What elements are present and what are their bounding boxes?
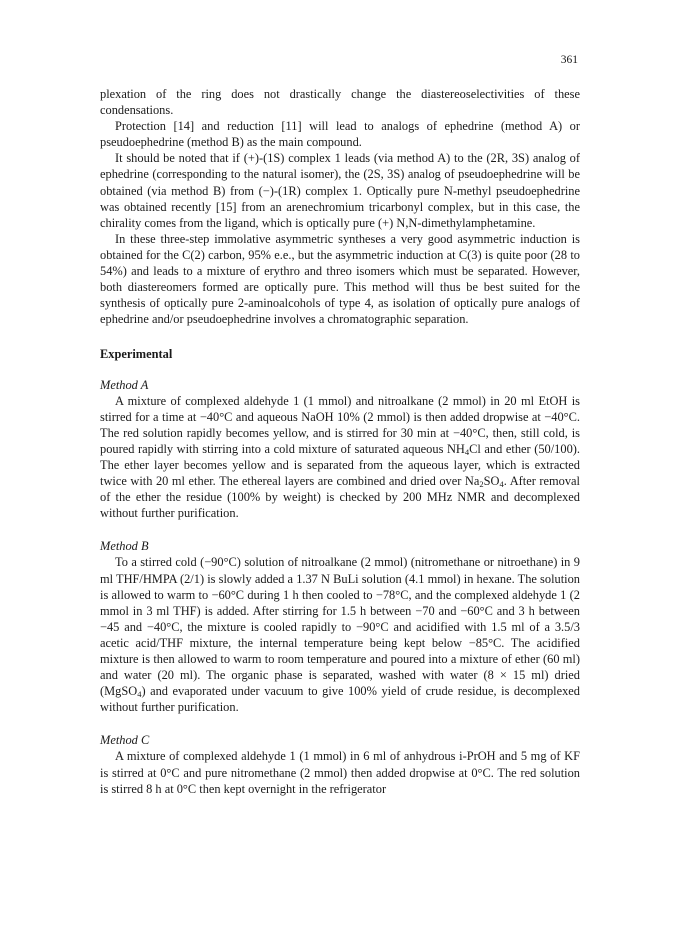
page-number: 361 xyxy=(560,54,578,66)
article-body xyxy=(100,86,580,797)
paragraph-induction: In these three-step immolative asymmetric syntheses a very good asymmetric induction is obtained for the C(2) carbon, 95% e.e., but the asymmetric induction at C(3) is quite poor (28 to 54%) and leads to a mixture of erythro and threo isomers which must be separated. However, both diastereomers formed are optically pure. This method will thus be best suited for the synthesis of optically pure 2-aminoalcohols of type 4, as isolation of optically pure analogs of ephedrine and/or pseudoephedrine involves a chromatographic separation. xyxy=(100,231,580,327)
paragraph-chirality: It should be noted that if (+)-(1S) complex 1 leads (via method A) to the (2R, 3S) analog of ephedrine (corresponding to the natural isomer), the (2S, 3S) analog of pseudoephedrine will be obtained (via method B) from (−)-(1R) complex 1. Optically pure N-methyl pseudoephedrine was obtained recently [15] from an arenechromium tricarbonyl complex, but in this case, the chirality comes from the ligand, which is optically pure (+) N,N-dimethylamphetamine. xyxy=(100,151,580,230)
method-c-text: A mixture of complexed aldehyde 1 (1 mmol) in 6 ml of anhydrous i-PrOH and 5 mg of KF is stirred at 0°C and pure nitromethane (2 mmol) then added dropwise at 0°C. The red solution is stirred 8 h at 0°C then kept overnight in the refrigerator xyxy=(100,749,580,796)
method-a-title: Method A xyxy=(100,377,149,392)
experimental-heading: Experimental xyxy=(100,347,173,362)
method-c-title: Method C xyxy=(100,733,150,748)
paragraph-protection: Protection [14] and reduction [11] will lead to analogs of ephedrine (method A) or pseudoephedrine (method B) as the main compound. xyxy=(100,119,580,150)
method-b-title: Method B xyxy=(100,539,149,554)
paragraph-continuation: plexation of the ring does not drastically change the diastereoselectivities of these condensations. xyxy=(100,87,580,118)
method-a-text: A mixture of complexed aldehyde 1 (1 mmol) and nitroalkane (2 mmol) in 20 ml EtOH is stirred for a time at −40°C and aqueous NaOH 10% (2 mmol) is then added dropwise at −40°C. The red solution rapidly becomes yellow, and is stirred for 30 min at −40°C, then, still cold, is poured rapidly with stirring into a cold mixture of saturated aqueous $NH_4Cl$ and ether (50/100). The ether layer becomes yellow and is separated from the aqueous layer, which is extracted twice with 20 ml ether. The ethereal layers are combined and dried over $Na_2SO_4$. After removal of the ether the residue (100% by weight) is checked by 200 MHz NMR and decomplexed without further purification. xyxy=(100,393,580,521)
method-b-text: To a stirred cold (−90°C) solution of nitroalkane (2 mmol) (nitromethane or nitroethane) in 9 ml THF/HMPA (2/1) is slowly added a 1.37 N BuLi solution (4.1 mmol) in hexane. The solution is allowed to warm to −60°C during 1 h then cooled to −78°C, and the complexed aldehyde 1 (2 mmol in 3 ml THF) is added. After stirring for 1.5 h between −70 and −60°C and 3 h between −45 and −40°C, the mixture is cooled rapidly to −90°C and acidified with 1.5 ml of a 3.5/3 acetic acid/THF mixture, the internal temperature being kept below −85°C. The acidified mixture is then allowed to warm to room temperature and poured into a mixture of ether (60 ml) and water (20 ml). The organic phase is separated, washed with water (8 × 15 ml) dried (MgSO$_4$) and evaporated under vacuum to give 100% yield of crude residue, is decomplexed without further purification. xyxy=(100,555,580,715)
